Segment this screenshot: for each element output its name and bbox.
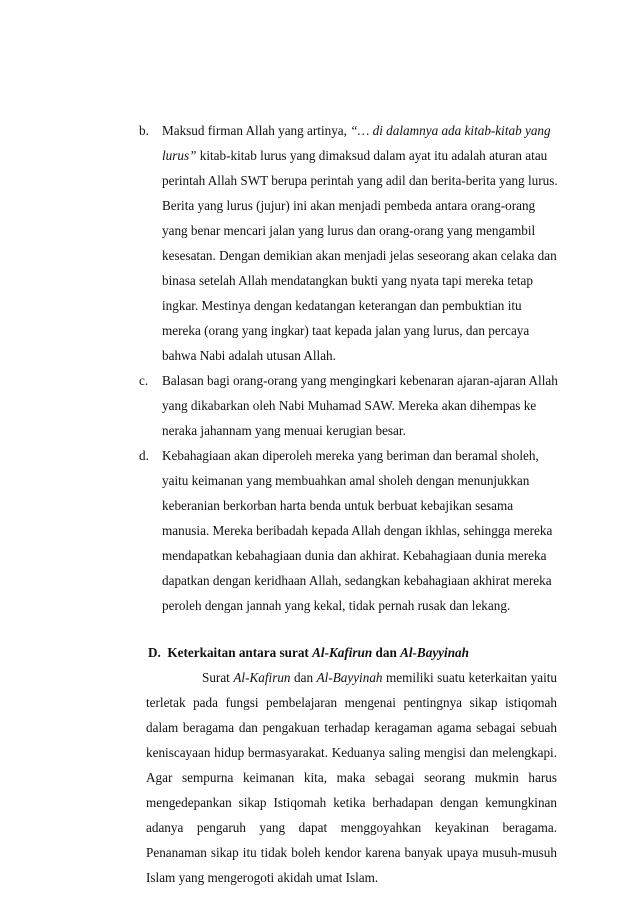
list-item-line: [162, 123, 551, 139]
list-marker: b.: [139, 123, 149, 138]
paragraph-line: dalam beragama dan pengakuan terhadap keragaman agama sebagai sebuah: [146, 720, 557, 735]
paragraph-line: terletak pada fungsi pembelajaran mengenai pentingnya sikap istiqomah: [146, 695, 557, 710]
text-run-italic: Al-Kafirun: [233, 670, 291, 685]
list-item-line: kesesatan. Dengan demikian akan menjadi jelas seseorang akan celaka dan: [162, 248, 557, 263]
text-run-italic: Al-Bayyinah: [316, 670, 383, 685]
list-item-line: mendapatkan kebahagiaan dunia dan akhirat. Kebahagiaan dunia mereka: [162, 548, 547, 563]
list-item-line: yang benar mencari jalan yang lurus dan orang-orang yang mengambil: [162, 223, 536, 238]
paragraph-line: Islam yang mengerogoti akidah umat Islam.: [146, 870, 379, 885]
list-marker: d.: [139, 448, 149, 463]
text-run: Surat: [202, 670, 234, 685]
list-item-line: mereka (orang yang ingkar) taat kepada jalan yang lurus, dan percaya: [162, 323, 530, 338]
quoted-verse: “… di dalamnya ada kitab-kitab yang: [350, 123, 551, 138]
list-item-line: yang dikabarkan oleh Nabi Muhamad SAW. Mereka akan dihempas ke: [162, 398, 537, 413]
list-item-line: peroleh dengan jannah yang kekal, tidak pernah rusak dan lekang.: [162, 598, 511, 613]
section-title-prefix: Keterkaitan antara surat: [167, 645, 313, 660]
list-item-line: binasa setelah Allah mendatangkan bukti yang nyata tapi mereka tetap: [162, 273, 533, 288]
text-run: dan: [290, 670, 317, 685]
paragraph-first-line: [202, 670, 557, 686]
paragraph-line: Agar sempurna keimanan kita, maka sebagai seorang mukmin harus: [146, 770, 557, 785]
paragraph-line: keniscayaan hidup bermasyarakat. Keduanya saling mengisi dan melengkapi.: [146, 745, 557, 760]
paragraph-line: adanya pengaruh yang dapat menggoyahkan keyakinan beragama.: [146, 820, 557, 835]
list-item-line: dapatkan dengan keridhaan Allah, sedangkan kebahagiaan akhirat mereka: [162, 573, 552, 588]
list-item-line: bahwa Nabi adalah utusan Allah.: [162, 348, 336, 363]
section-title-surah-2: Al-Bayyinah: [400, 645, 469, 660]
section-label: D.: [148, 645, 161, 660]
list-item-line: perintah Allah SWT berupa perintah yang adil dan berita-berita yang lurus.: [162, 173, 558, 188]
list-item-line: yaitu keimanan yang membuahkan amal sholeh dengan menunjukkan: [162, 473, 530, 488]
paragraph-line: mengedepankan sikap Istiqomah ketika berhadapan dengan kemungkinan: [146, 795, 557, 810]
section-title-mid: dan: [372, 645, 401, 660]
list-marker: c.: [139, 373, 149, 388]
section-title-surah-1: Al-Kafirun: [312, 645, 373, 660]
list-item-line: Balasan bagi orang-orang yang mengingkari kebenaran ajaran-ajaran Allah: [162, 373, 558, 388]
list-item-line: lurus” kitab-kitab lurus yang dimaksud dalam ayat itu adalah aturan atau: [162, 148, 548, 163]
text-run: memiliki suatu keterkaitan yaitu: [382, 670, 557, 685]
list-item-line: Kebahagiaan akan diperoleh mereka yang beriman dan beramal sholeh,: [162, 448, 539, 463]
list-item-line: ingkar. Mestinya dengan kedatangan keterangan dan pembuktian itu: [162, 298, 522, 313]
list-item-line: manusia. Mereka beribadah kepada Allah dengan ikhlas, sehingga mereka: [162, 523, 553, 538]
list-item-line: neraka jahannam yang menuai kerugian besar.: [162, 423, 406, 438]
list-item-line: Berita yang lurus (jujur) ini akan menjadi pembeda antara orang-orang: [162, 198, 536, 213]
quoted-verse: lurus”: [162, 148, 197, 163]
paragraph-line: Penanaman sikap itu tidak boleh kendor karena banyak upaya musuh-musuh: [146, 845, 557, 860]
list-item-line: keberanian berkorban harta benda untuk berbuat kebajikan sesama: [162, 498, 514, 513]
text-run: Maksud firman Allah yang artinya, “… di dalamnya ada kitab-kitab yang: [162, 123, 551, 138]
section-heading: [148, 645, 469, 661]
